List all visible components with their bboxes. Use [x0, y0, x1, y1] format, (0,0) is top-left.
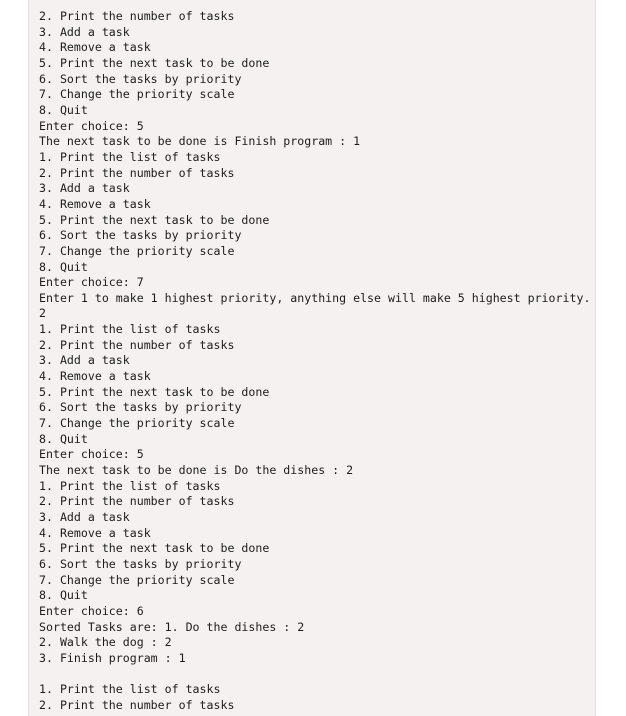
console-line: 8. Quit: [39, 431, 88, 446]
console-line: Enter choice: 7: [39, 275, 144, 290]
console-line: Enter 1 to make 1 highest priority, anything else will make 5 highest priority.: [39, 290, 591, 305]
console-line: 4. Remove a task: [39, 369, 151, 384]
console-line: 7. Change the priority scale: [39, 572, 235, 587]
console-line: 3. Add a task: [39, 181, 130, 196]
console-line: 7. Change the priority scale: [39, 416, 235, 431]
console-line: 7. Change the priority scale: [39, 243, 235, 258]
console-line: 2. Walk the dog : 2: [39, 635, 172, 650]
console-line: [39, 667, 590, 683]
console-line: The next task to be done is Do the dishes : 2: [39, 463, 354, 478]
console-line: 8. Quit: [39, 259, 88, 274]
console-line: 7. Change the priority scale: [39, 87, 235, 102]
console-line: 2. Print the number of tasks: [39, 165, 235, 180]
console-line: 5. Print the next task to be done: [39, 384, 270, 399]
console-line: 8. Quit: [39, 102, 88, 117]
console-line: 5. Print the next task to be done: [39, 541, 270, 556]
console-line: 4. Remove a task: [39, 40, 151, 55]
console-line: Sorted Tasks are: 1. Do the dishes : 2: [39, 619, 305, 634]
console-line: 1. Print the list of tasks: [39, 322, 221, 337]
console-output: [39, 0, 590, 714]
console-line: 2: [39, 306, 46, 321]
console-line: Enter choice: 6: [39, 603, 144, 618]
console-line: 1. Print the list of tasks: [39, 682, 221, 697]
console-line: 6. Sort the tasks by priority: [39, 400, 242, 415]
console-line: 5. Print the next task to be done: [39, 212, 270, 227]
console-line: 6. Sort the tasks by priority: [39, 556, 242, 571]
console-line: 3. Add a task: [39, 510, 130, 524]
console-line: Enter choice: 5: [39, 447, 144, 462]
console-line: 8. Quit: [39, 588, 88, 603]
console-line: 3. Finish program : 1: [39, 650, 186, 665]
console-line: 6. Sort the tasks by priority: [39, 71, 242, 86]
console-line: 4. Remove a task: [39, 196, 151, 211]
console-line: 3. Add a task: [39, 24, 130, 39]
console-line: Enter choice: 5: [39, 118, 144, 133]
console-line: 6. Sort the tasks by priority: [39, 228, 242, 243]
console-line: 4. Remove a task: [39, 525, 151, 540]
console-line: 1. Print the list of tasks: [39, 149, 221, 164]
console-line: The next task to be done is Finish program : 1: [39, 134, 361, 149]
console-line: 5. Print the next task to be done: [39, 55, 270, 70]
console-line: 2. Print the number of tasks: [39, 337, 235, 352]
console-line: 2. Print the number of tasks: [39, 494, 235, 509]
console-line: 1. Print the list of tasks: [39, 478, 221, 493]
console-line: 2. Print the number of tasks: [39, 697, 235, 712]
console-line: 2. Print the number of tasks: [39, 9, 235, 23]
console-line: 3. Add a task: [39, 353, 130, 368]
